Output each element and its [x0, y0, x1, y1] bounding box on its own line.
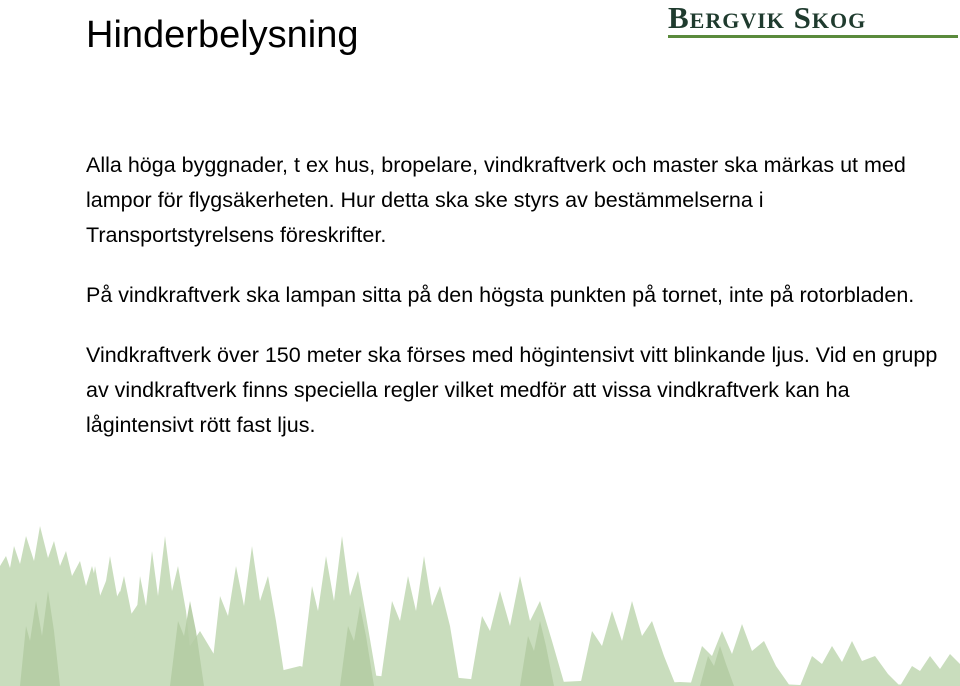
paragraph-3: Vindkraftverk över 150 meter ska förses med högintensivt vitt blinkande ljus. Vid en grupp av vindkraftverk finns speciella regler vilket medför att vissa vindkraftverk kan ha lågintensivt rött fast ljus. [86, 343, 938, 437]
logo-text: Bergvik Skog [668, 0, 867, 35]
forest-silhouette-decoration [0, 506, 960, 686]
slide-title: Hinderbelysning [86, 14, 359, 56]
slide-body [86, 148, 946, 468]
paragraph-1: Alla höga byggnader, t ex hus, bropelare, vindkraftverk och master ska märkas ut med lampor för flygsäkerheten. Hur detta ska ske styrs av bestämmelserna i Transportstyrelsens föreskrifter. [86, 153, 906, 247]
paragraph-2: På vindkraftverk ska lampan sitta på den högsta punkten på tornet, inte på rotorbladen. [86, 283, 915, 307]
bergvik-skog-logo [668, 0, 958, 40]
logo-underline [668, 35, 958, 38]
